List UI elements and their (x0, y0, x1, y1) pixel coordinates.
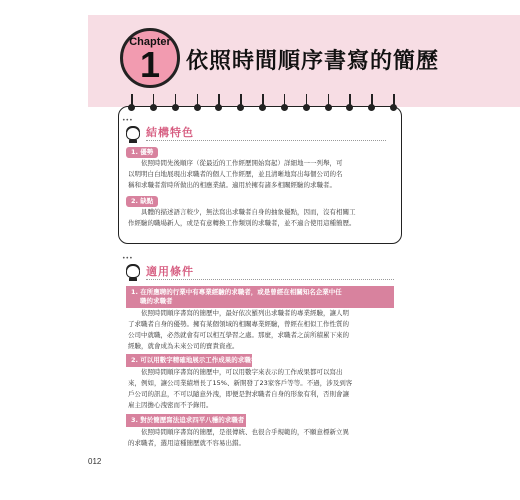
condition-text-2 (128, 367, 392, 411)
advantage-label: 1. 優勢 (126, 147, 158, 158)
heading-divider (146, 279, 394, 280)
label-line: 2. 可以用數字精確地展示工作成果的求職者 (131, 356, 258, 364)
text-line: 依照時間順序書寫的簡歷，是很傳統、也很合乎規範的，不願意標新立異 (141, 428, 349, 436)
chapter-word: Chapter (129, 36, 171, 48)
advantage-text (128, 158, 392, 191)
page-title: 依照時間順序書寫的簡歷 (186, 48, 440, 74)
chapter-number: 1 (139, 44, 161, 85)
text-line: 依照時間先後順序（從最近的工作經歷開始寫起）詳細地一一列舉，可 (141, 159, 343, 167)
spiral-ring (259, 94, 266, 114)
text-line: 的求職者，選用這種簡歷就不容易出錯。 (128, 439, 245, 447)
condition-label-3 (126, 414, 246, 427)
spiral-ring (237, 94, 244, 114)
text-line: 戶公司的訊息，不可以隨意外洩，即便是對求職者自身的形象有利，否則會讓 (128, 390, 349, 398)
disadvantage-label: 2. 缺點 (126, 196, 158, 207)
text-line: 經驗，就會成為未來公司的寶貴資產。 (128, 342, 239, 350)
text-line: 以明明白白地展現出求職者的個人工作經歷，並且清晰地寫出每個公司的名 (128, 170, 343, 178)
mascot-icon: ••• (124, 262, 142, 280)
condition-label-1 (126, 286, 394, 308)
spiral-ring (128, 94, 135, 114)
spiral-ring (194, 94, 201, 114)
spiral-ring (390, 94, 397, 114)
label-line: 1. 在所應聘的行業中有專業經驗的求職者，或是曾經在相關知名企業中任 (131, 288, 342, 296)
label-line: 職的求職者 (140, 297, 173, 305)
structure-heading: 結構特色 (146, 126, 194, 139)
text-line: 稱和求職者當時所做出的相應業績。適用於擁有諸多相關經驗的求職者。 (128, 181, 336, 189)
spiral-ring (346, 94, 353, 114)
text-line: 依照時間順序書寫的簡歷中，可以用數字來表示的工作成果都可以寫出 (141, 368, 343, 376)
spiral-ring (150, 94, 157, 114)
mascot-icon: ••• (124, 124, 142, 142)
heading-divider (146, 140, 386, 141)
spiral-ring (368, 94, 375, 114)
spiral-ring (215, 94, 222, 114)
condition-label-2 (126, 354, 258, 367)
condition-text-1 (128, 308, 392, 352)
spiral-binding (124, 94, 394, 114)
text-line: 依照時間順序書寫的簡歷中，最好依次羅列出求職者的專業經驗，讓人明 (141, 309, 349, 317)
page-number: 012 (88, 457, 102, 466)
spiral-ring (325, 94, 332, 114)
text-line: 具體的描述語言較少，無法寫出求職者自身的抽象優點，因而，沒有相關工 (141, 208, 356, 216)
spiral-ring (303, 94, 310, 114)
conditions-heading: 適用條件 (146, 265, 194, 278)
text-line: 了求職者自身的優勢。擁有某個領域的相關專業經驗，曾經在相似工作性質的 (128, 320, 349, 328)
spiral-ring (281, 94, 288, 114)
text-line: 來，例如，讓公司業績增長了15%、新開發了23家客戶等等。不過，涉及到客 (128, 379, 353, 387)
label-line: 3. 對於簡歷寫法追求四平八穩的求職者 (131, 416, 245, 424)
condition-text-3 (128, 427, 392, 449)
disadvantage-text (128, 207, 392, 229)
text-line: 雇主因擔心洩密而不予錄用。 (128, 401, 213, 409)
text-line: 公司中就職，必然就會有可以相互學習之處。那麼，求職者之前所積累下來的 (128, 331, 349, 339)
spiral-ring (172, 94, 179, 114)
text-line: 作經驗的職場新人，或是有意轉換工作類別的求職者，並不適合使用這種簡歷。 (128, 219, 356, 227)
chapter-badge (120, 28, 180, 88)
